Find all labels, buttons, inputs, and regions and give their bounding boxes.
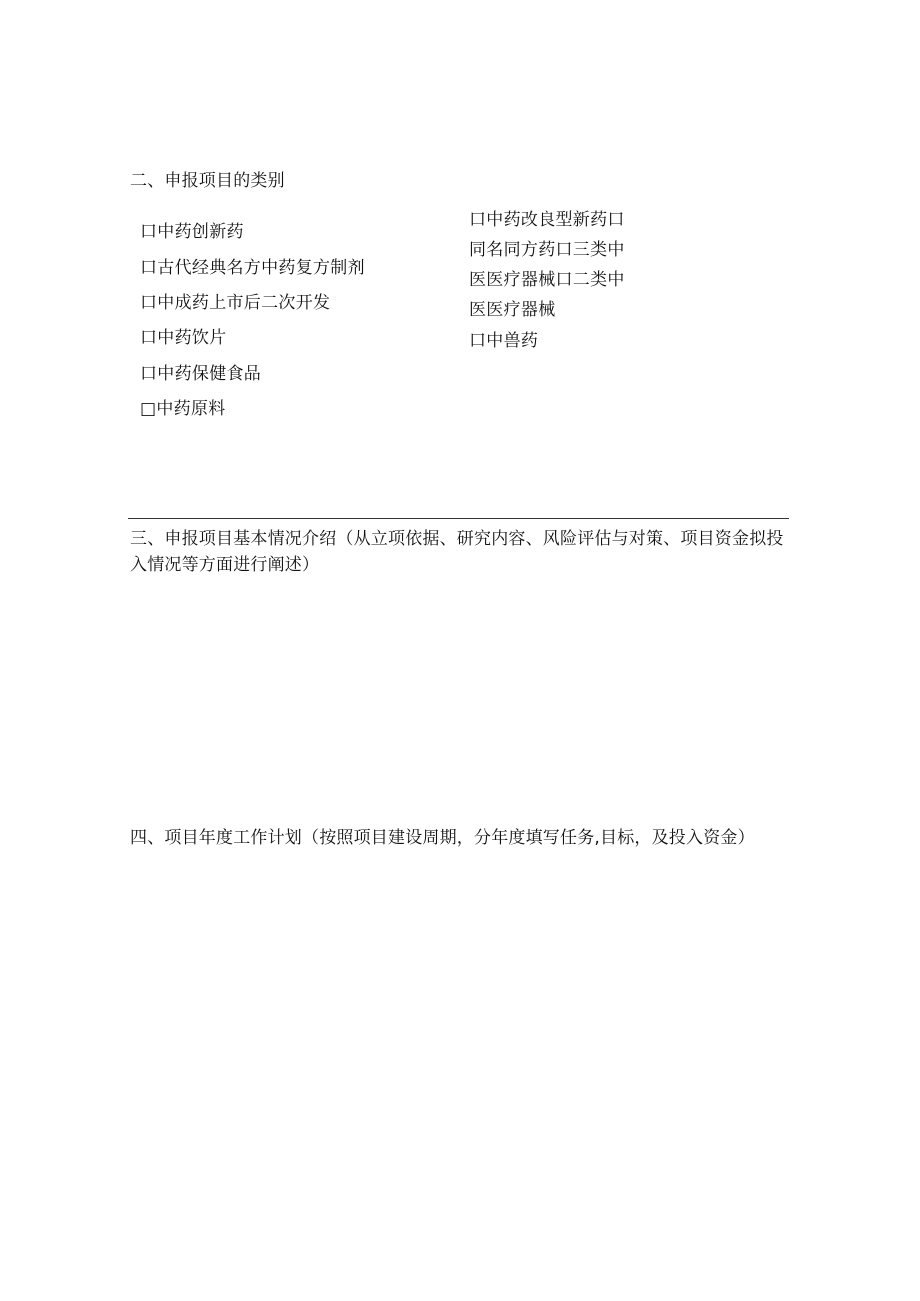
category-option-post-market-development: 口中成药上市后二次开发 (140, 293, 331, 313)
category-option-health-food: 口中药保健食品 (140, 364, 262, 384)
category-option-raw-materials: □中药原料 (140, 399, 226, 419)
category-option-classic-formula: 口古代经典名方中药复方制剂 (140, 258, 365, 278)
section-2-heading: 二、申报项目的类别 (130, 171, 285, 191)
category-option-innovative-drug: 口中药创新药 (140, 222, 244, 242)
category-option-decoction-pieces: 口中药饮片 (140, 328, 227, 348)
section-4-heading: 四、项目年度工作计划（按照项目建设周期，分年度填写任务,目标，及投入资金） (130, 828, 755, 848)
category-option-same-formula-drug: 同名同方药口三类中 (469, 240, 625, 260)
category-option-medical-device-class-2: 医医疗器械口二类中 (469, 270, 625, 290)
section-3-heading: 三、申报项目基本情况介绍（从立项依据、研究内容、风险评估与对策、项目资金拟投入情况等方面进行阐述） (130, 529, 784, 575)
category-option-veterinary-drug: 口中兽药 (469, 331, 539, 351)
section-divider (128, 518, 789, 519)
category-option-medical-device: 医医疗器械 (469, 300, 556, 320)
category-option-improved-new-drug: 口中药改良型新药口 (469, 210, 625, 230)
